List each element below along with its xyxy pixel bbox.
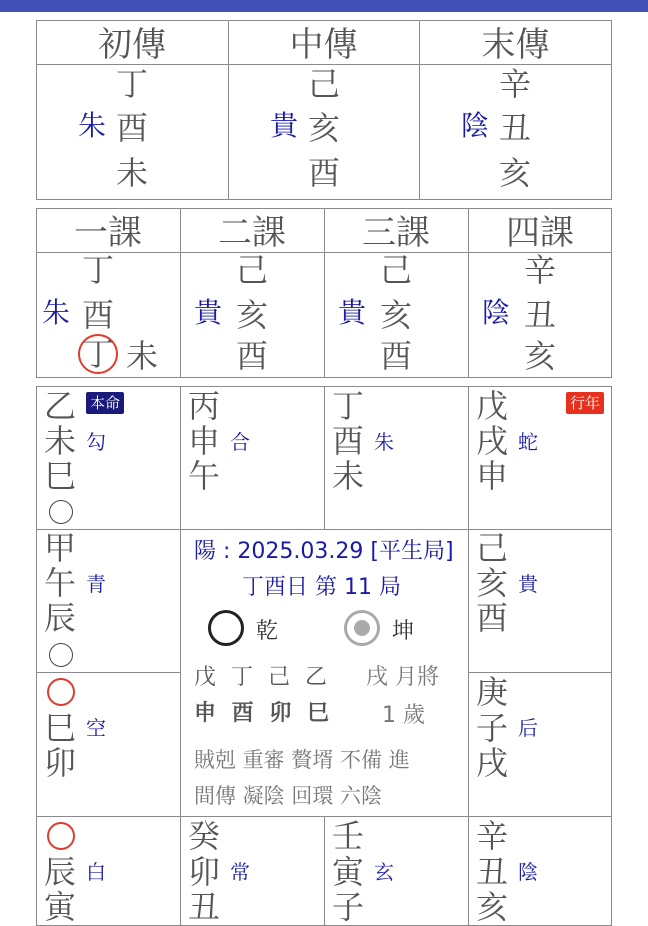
- empty-stem-circle: [47, 678, 75, 706]
- cell-0-earth: 巳: [44, 457, 77, 495]
- lesson-1-bottom: 未: [126, 337, 159, 375]
- cell-11-god: 陰: [518, 860, 538, 884]
- gender-female-label: 坤: [392, 619, 415, 644]
- cell-1-stem: 丙: [188, 387, 221, 425]
- transmission-1-mid: 酉: [116, 109, 149, 147]
- cell-5-god: 貴: [518, 572, 538, 596]
- cell-2-stem: 丁: [332, 387, 365, 425]
- cell-0-heaven: 未: [44, 422, 77, 460]
- cell-1-earth: 午: [188, 457, 221, 495]
- header-initial-transmission: 初傳: [98, 25, 166, 65]
- cell-8-earth: 寅: [44, 888, 77, 926]
- cell-10-stem: 壬: [332, 817, 365, 855]
- lesson-4-top: 辛: [524, 251, 557, 289]
- divider: [324, 386, 325, 529]
- cell-9-stem: 癸: [188, 817, 221, 855]
- cell-5-earth: 酉: [476, 599, 509, 637]
- header-lesson-3: 三課: [362, 213, 430, 253]
- cell-3-heaven: 戌: [476, 422, 509, 460]
- cell-4-earth: 辰: [44, 599, 77, 637]
- lesson-3-bottom: 酉: [380, 337, 413, 375]
- cell-10-earth: 子: [332, 888, 365, 926]
- birth-year-badge: 本命: [86, 392, 124, 414]
- gender-female-radio[interactable]: [344, 610, 380, 646]
- lesson-4-mid: 丑: [524, 296, 557, 334]
- cell-10-heaven: 寅: [332, 853, 365, 891]
- lesson-1-top: 丁: [82, 251, 115, 289]
- cell-10-god: 玄: [374, 860, 394, 884]
- transmission-1-top: 丁: [116, 65, 149, 103]
- lesson-2-top: 己: [236, 251, 269, 289]
- chart-date: 陽 : 2025.03.29 [平生局]: [194, 539, 454, 564]
- cell-4-heaven: 午: [44, 564, 77, 602]
- transmission-1-bottom: 未: [116, 154, 149, 192]
- radio-selected-dot: [354, 620, 370, 636]
- cell-7-heaven: 子: [476, 709, 509, 747]
- current-year-badge: 行年: [566, 392, 604, 414]
- cell-6-earth: 卯: [44, 744, 77, 782]
- lesson-1-bottom-stem: 丁: [82, 335, 115, 373]
- cell-11-earth: 亥: [476, 888, 509, 926]
- gender-male-label: 乾: [256, 619, 279, 644]
- transmission-3-mid: 丑: [499, 109, 532, 147]
- transmission-2-mid: 亥: [308, 109, 341, 147]
- cell-3-earth: 申: [476, 457, 509, 495]
- pillar-branches: 申 酉 卯 巳: [194, 701, 333, 726]
- cell-2-god: 朱: [374, 430, 394, 454]
- empty-stem-circle: [47, 822, 75, 850]
- patterns-line-1: 賊剋 重審 贅壻 不備 進: [194, 748, 410, 772]
- cell-0-stem: 乙: [44, 387, 77, 425]
- age: 1 歲: [382, 703, 425, 728]
- cell-11-heaven: 丑: [476, 853, 509, 891]
- header-middle-transmission: 中傳: [289, 25, 358, 65]
- patterns-line-2: 間傳 凝陰 回環 六陰: [194, 784, 383, 808]
- cell-0-god: 勾: [86, 430, 106, 454]
- divider: [36, 529, 612, 530]
- transmission-3-top: 辛: [499, 65, 532, 103]
- cell-6-heaven: 巳: [44, 709, 77, 747]
- divider: [324, 816, 325, 926]
- header-lesson-1: 一課: [74, 213, 142, 253]
- cell-1-god: 合: [230, 430, 250, 454]
- cell-7-god: 后: [518, 716, 538, 740]
- header-final-transmission: 末傳: [481, 25, 550, 65]
- lesson-4-spirit: 陰: [482, 296, 511, 329]
- lesson-3-spirit: 貴: [338, 296, 367, 329]
- lesson-2-mid: 亥: [236, 296, 269, 334]
- cell-9-heaven: 卯: [188, 853, 221, 891]
- void-mark: [49, 500, 73, 524]
- cell-2-earth: 未: [332, 457, 365, 495]
- pillar-stems: 戊 丁 己 乙: [194, 665, 331, 690]
- lesson-2-bottom: 酉: [236, 337, 269, 375]
- cell-5-stem: 己: [476, 529, 509, 567]
- cell-8-heaven: 辰: [44, 853, 77, 891]
- app-top-bar: [0, 0, 648, 12]
- transmission-2-top: 己: [308, 65, 341, 103]
- lesson-3-top: 己: [380, 251, 413, 289]
- chart-day-and-number: 丁酉日 第 11 局: [242, 575, 401, 600]
- header-lesson-4: 四課: [506, 213, 574, 253]
- cell-6-god: 空: [86, 716, 106, 740]
- void-mark: [49, 643, 73, 667]
- transmission-3-bottom: 亥: [499, 154, 532, 192]
- divider: [36, 672, 180, 673]
- cell-1-heaven: 申: [188, 422, 221, 460]
- lesson-1-mid: 酉: [82, 296, 115, 334]
- cell-9-earth: 丑: [188, 888, 221, 926]
- transmission-2-bottom: 酉: [308, 154, 341, 192]
- cell-3-god: 蛇: [518, 430, 538, 454]
- cell-11-stem: 辛: [476, 817, 509, 855]
- divider: [468, 386, 469, 926]
- cell-4-stem: 甲: [44, 529, 77, 567]
- cell-3-stem: 戊: [476, 387, 509, 425]
- cell-2-heaven: 酉: [332, 422, 365, 460]
- cell-7-earth: 戌: [476, 744, 509, 782]
- divider: [180, 386, 181, 926]
- lesson-1-spirit: 朱: [42, 296, 71, 329]
- gender-male-radio[interactable]: [208, 610, 244, 646]
- cell-8-god: 白: [86, 860, 106, 884]
- transmission-1-spirit: 朱: [78, 109, 107, 142]
- lesson-4-bottom: 亥: [524, 337, 557, 375]
- transmission-2-spirit: 貴: [270, 109, 299, 142]
- transmission-3-spirit: 陰: [461, 109, 490, 142]
- month-general: 戌 月將: [366, 665, 439, 690]
- cell-4-god: 青: [86, 572, 106, 596]
- cell-7-stem: 庚: [476, 673, 509, 711]
- cell-5-heaven: 亥: [476, 564, 509, 602]
- cell-9-god: 常: [230, 860, 250, 884]
- lesson-3-mid: 亥: [380, 296, 413, 334]
- lesson-2-spirit: 貴: [194, 296, 223, 329]
- header-lesson-2: 二課: [218, 213, 286, 253]
